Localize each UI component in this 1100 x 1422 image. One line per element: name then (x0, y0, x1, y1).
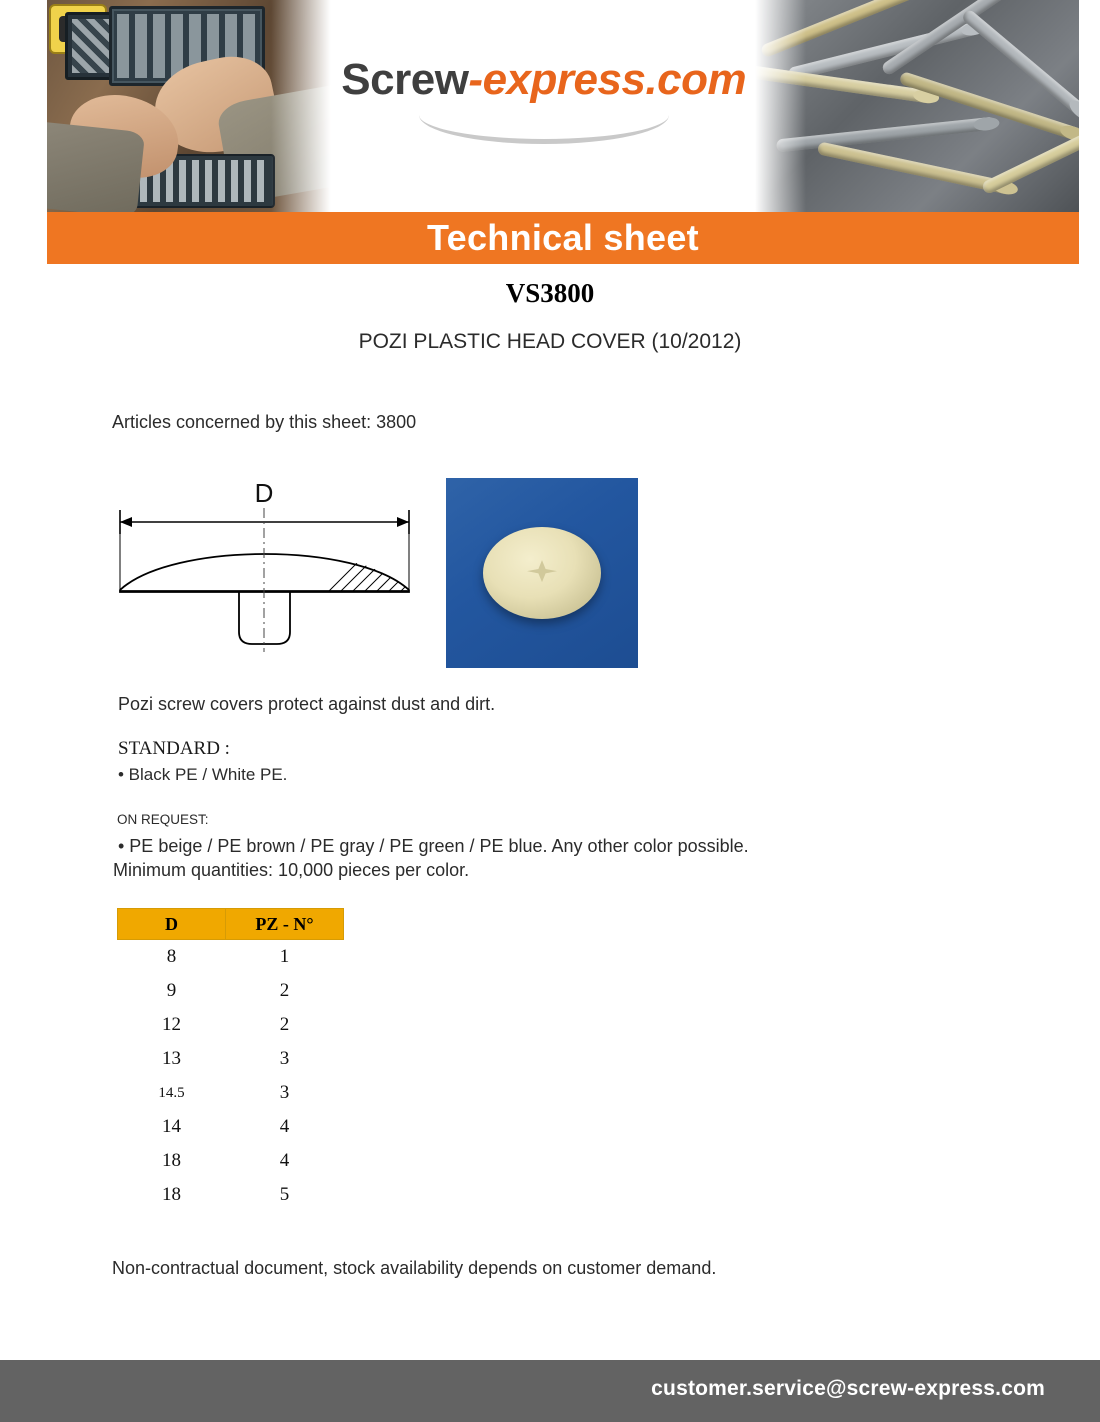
product-photo (446, 478, 638, 668)
photo-fade-left (746, 0, 806, 212)
cell-pz: 4 (279, 1116, 290, 1137)
technical-sheet-banner (47, 212, 1079, 264)
cell-pz: 3 (279, 1082, 290, 1103)
logo-area (341, 0, 746, 212)
cell-d: 9 (166, 980, 177, 1001)
dimension-label-d: D (254, 478, 274, 508)
logo-text-part2: -express.com (468, 54, 747, 104)
cell-d: 14.5 (158, 1084, 185, 1101)
cell-pz: 3 (279, 1048, 290, 1069)
header-left-photo (47, 0, 341, 212)
table-row (118, 1042, 344, 1076)
table-row (118, 940, 344, 975)
page-footer (0, 1360, 1100, 1422)
header-right-photo (746, 0, 1079, 212)
table-header-row (118, 909, 344, 940)
cell-d: 13 (162, 1048, 181, 1069)
column-header-d: D (118, 909, 226, 940)
table-row (118, 1178, 344, 1212)
table-row (118, 1076, 344, 1110)
plastic-cap-image (483, 527, 601, 619)
sleeve-left (47, 120, 145, 212)
standard-value: • Black PE / White PE. (118, 765, 288, 784)
page-header (47, 0, 1079, 212)
table-row (118, 1144, 344, 1178)
cell-d: 18 (162, 1150, 181, 1171)
logo-text-part1: Screw (341, 54, 469, 104)
product-title: POZI PLASTIC HEAD COVER (10/2012) (358, 330, 742, 353)
cell-d: 12 (162, 1014, 181, 1035)
table-row (118, 974, 344, 1008)
cell-pz: 2 (279, 980, 290, 1001)
cell-pz: 4 (279, 1150, 290, 1171)
logo-swoosh-icon (419, 115, 669, 144)
dimensions-table (117, 908, 344, 1212)
cell-d: 8 (166, 946, 177, 967)
table-row (118, 1008, 344, 1042)
on-request-label: ON REQUEST: (117, 812, 209, 827)
table-row (118, 1110, 344, 1144)
cell-d: 14 (162, 1116, 181, 1137)
cell-pz: 5 (279, 1184, 290, 1205)
cell-pz: 2 (279, 1014, 290, 1035)
on-request-minimum: Minimum quantities: 10,000 pieces per color. (113, 860, 470, 880)
on-request-colors: • PE beige / PE brown / PE gray / PE green / PE blue. Any other color possible. (118, 836, 749, 856)
drawing-svg (112, 472, 417, 667)
standard-label: STANDARD : (118, 738, 230, 759)
logo-text (341, 55, 746, 105)
footnote: Non-contractual document, stock availability depends on customer demand. (112, 1258, 717, 1278)
cell-pz: 1 (279, 946, 290, 967)
articles-line: Articles concerned by this sheet: 3800 (112, 412, 417, 432)
technical-drawing (112, 472, 417, 667)
site-logo (341, 55, 746, 144)
document-reference: VS3800 (505, 278, 595, 308)
footer-email[interactable]: customer.service@screw-express.com (651, 1377, 1045, 1400)
photo-fade-right (271, 0, 341, 212)
product-description: Pozi screw covers protect against dust and dirt. (118, 694, 496, 714)
footer-content (47, 1360, 1079, 1422)
column-header-pz: PZ - N° (226, 909, 344, 940)
cell-d: 18 (162, 1184, 181, 1205)
banner-title: Technical sheet (427, 217, 699, 258)
